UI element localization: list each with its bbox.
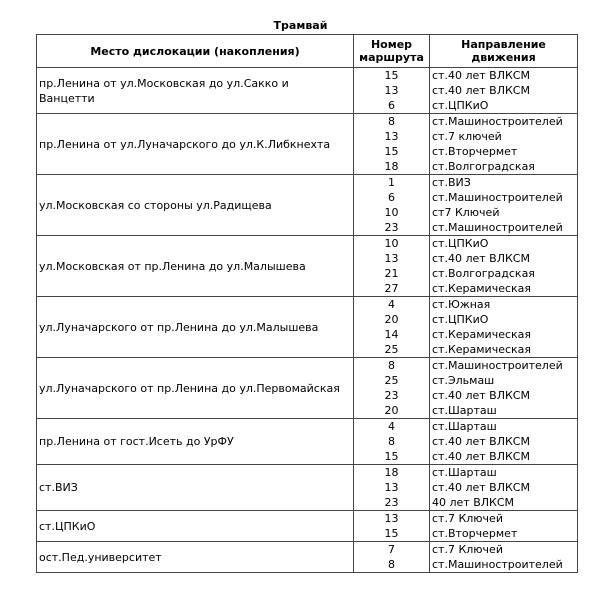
place-cell: [37, 236, 354, 297]
table-row: [37, 511, 578, 542]
route-number: 25: [384, 374, 399, 387]
route-number: 15: [384, 527, 399, 540]
direction: ст.Волгоградская: [432, 160, 535, 173]
route-number: 13: [384, 512, 399, 525]
direction: ст.ВИЗ: [432, 176, 471, 189]
header-direction: [430, 35, 578, 68]
direction: ст.Машиностроителей: [432, 558, 563, 571]
place-cell: [37, 358, 354, 419]
route-number: 18: [384, 160, 399, 173]
table-row: [37, 465, 578, 511]
table-row: [37, 175, 578, 236]
route-number: 13: [384, 481, 399, 494]
directions-cell: [430, 114, 578, 175]
route-numbers-cell: [354, 236, 430, 297]
route-numbers-cell: [354, 358, 430, 419]
route-number: 7: [388, 543, 395, 556]
direction: ст.Шарташ: [432, 466, 497, 479]
place-cell: [37, 68, 354, 114]
route-number: 10: [384, 237, 399, 250]
direction: ст.40 лет ВЛКСМ: [432, 84, 530, 97]
place-line: ст.ВИЗ: [39, 481, 78, 494]
table-caption: Трамвай: [273, 19, 328, 32]
header-route-line1: Номер: [370, 38, 413, 51]
route-number: 10: [384, 206, 399, 219]
route-number: 27: [384, 282, 399, 295]
direction: ст.40 лет ВЛКСМ: [432, 450, 530, 463]
route-number: 14: [384, 328, 399, 341]
route-numbers-cell: [354, 542, 430, 573]
route-number: 1: [388, 176, 395, 189]
direction: ст.Керамическая: [432, 282, 532, 295]
route-numbers-cell: [354, 68, 430, 114]
route-number: 15: [384, 450, 399, 463]
place-cell: [37, 465, 354, 511]
place-line: пр.Ленина от ул.Луначарского до ул.К.Либкнехта: [39, 137, 331, 151]
direction: ст.ЦПКиО: [432, 237, 489, 250]
direction: ст.Машиностроителей: [432, 359, 563, 372]
place-cell: [37, 419, 354, 465]
direction: ст.Керамическая: [432, 343, 532, 356]
table-row: [37, 68, 578, 114]
route-number: 8: [388, 558, 395, 571]
table-row: [37, 114, 578, 175]
place-line: пр.Ленина от гост.Исеть до УрФУ: [39, 435, 234, 448]
place-cell: [37, 175, 354, 236]
table-row: [37, 297, 578, 358]
direction: ст.40 лет ВЛКСМ: [432, 435, 530, 448]
place-cell: [37, 511, 354, 542]
header-route-line2: маршрута: [359, 51, 424, 64]
route-number: 4: [388, 298, 395, 311]
header-row: [37, 35, 578, 68]
place-cell: [37, 297, 354, 358]
route-numbers-cell: [354, 114, 430, 175]
direction: ст.Шарташ: [432, 420, 497, 433]
route-numbers-cell: [354, 419, 430, 465]
header-place-label: Место дислокации (накопления): [90, 44, 300, 58]
header-place: [37, 35, 354, 68]
direction: ст.Машиностроителей: [432, 221, 563, 234]
direction: ст.Эльмаш: [432, 374, 495, 387]
directions-cell: [430, 511, 578, 542]
table-body: [37, 68, 578, 573]
route-number: 8: [388, 115, 395, 128]
route-number: 20: [384, 404, 399, 417]
direction: ст.Шарташ: [432, 404, 497, 417]
direction: ст.40 лет ВЛКСМ: [432, 481, 530, 494]
direction: ст.7 Ключей: [432, 512, 503, 525]
route-numbers-cell: [354, 175, 430, 236]
direction: ст.Керамическая: [432, 328, 532, 341]
place-cell: [37, 542, 354, 573]
table-row: [37, 236, 578, 297]
place-line: ост.Пед.университет: [39, 550, 162, 564]
route-number: 21: [384, 267, 399, 280]
place-line: ул.Луначарского от пр.Ленина до ул.Первомайская: [39, 381, 340, 395]
direction: ст.7 Ключей: [432, 543, 503, 556]
header-direction-line1: Направление: [461, 38, 546, 51]
direction: ст.Вторчермет: [432, 145, 518, 158]
direction: ст.Машиностроителей: [432, 115, 563, 128]
direction: ст.40 лет ВЛКСМ: [432, 69, 530, 82]
route-number: 23: [384, 389, 399, 402]
route-number: 23: [384, 496, 399, 509]
place-line: ул.Московская от пр.Ленина до ул.Малышева: [39, 259, 306, 273]
direction: 40 лет ВЛКСМ: [432, 496, 514, 509]
directions-cell: [430, 358, 578, 419]
header-route: [354, 35, 430, 68]
tram-table: [36, 34, 578, 573]
table-row: [37, 358, 578, 419]
route-number: 6: [388, 191, 395, 204]
route-number: 6: [388, 99, 395, 112]
route-number: 25: [384, 343, 399, 356]
place-line: ул.Луначарского от пр.Ленина до ул.Малышева: [39, 320, 319, 334]
route-numbers-cell: [354, 465, 430, 511]
direction: ст.Машиностроителей: [432, 191, 563, 204]
place-line: Ванцетти: [39, 91, 95, 105]
route-number: 23: [384, 221, 399, 234]
directions-cell: [430, 236, 578, 297]
table-row: [37, 542, 578, 573]
directions-cell: [430, 465, 578, 511]
direction: ст.Вторчермет: [432, 527, 518, 540]
directions-cell: [430, 175, 578, 236]
direction: ст.40 лет ВЛКСМ: [432, 389, 530, 402]
route-numbers-cell: [354, 511, 430, 542]
route-number: 4: [388, 420, 395, 433]
direction: ст7 Ключей: [432, 206, 500, 219]
table-row: [37, 419, 578, 465]
table-header: [37, 35, 578, 68]
direction: ст.40 лет ВЛКСМ: [432, 252, 530, 265]
directions-cell: [430, 419, 578, 465]
place-line: ст.ЦПКиО: [39, 519, 96, 533]
place-cell: [37, 114, 354, 175]
direction: ст.ЦПКиО: [432, 99, 489, 112]
route-numbers-cell: [354, 297, 430, 358]
route-number: 8: [388, 435, 395, 448]
route-number: 8: [388, 359, 395, 372]
route-number: 18: [384, 466, 399, 479]
route-number: 20: [384, 313, 399, 326]
direction: ст.7 ключей: [432, 130, 502, 143]
route-number: 15: [384, 145, 399, 158]
place-line: ул.Московская со стороны ул.Радищева: [39, 198, 272, 212]
header-direction-line2: движения: [471, 51, 536, 64]
direction: ст.Волгоградская: [432, 267, 535, 280]
route-number: 13: [384, 130, 399, 143]
directions-cell: [430, 542, 578, 573]
directions-cell: [430, 297, 578, 358]
route-number: 15: [384, 69, 399, 82]
direction: ст.ЦПКиО: [432, 313, 489, 326]
route-number: 13: [384, 252, 399, 265]
route-number: 13: [384, 84, 399, 97]
direction: ст.Южная: [432, 298, 491, 311]
directions-cell: [430, 68, 578, 114]
place-line: пр.Ленина от ул.Московская до ул.Сакко и: [39, 76, 289, 90]
